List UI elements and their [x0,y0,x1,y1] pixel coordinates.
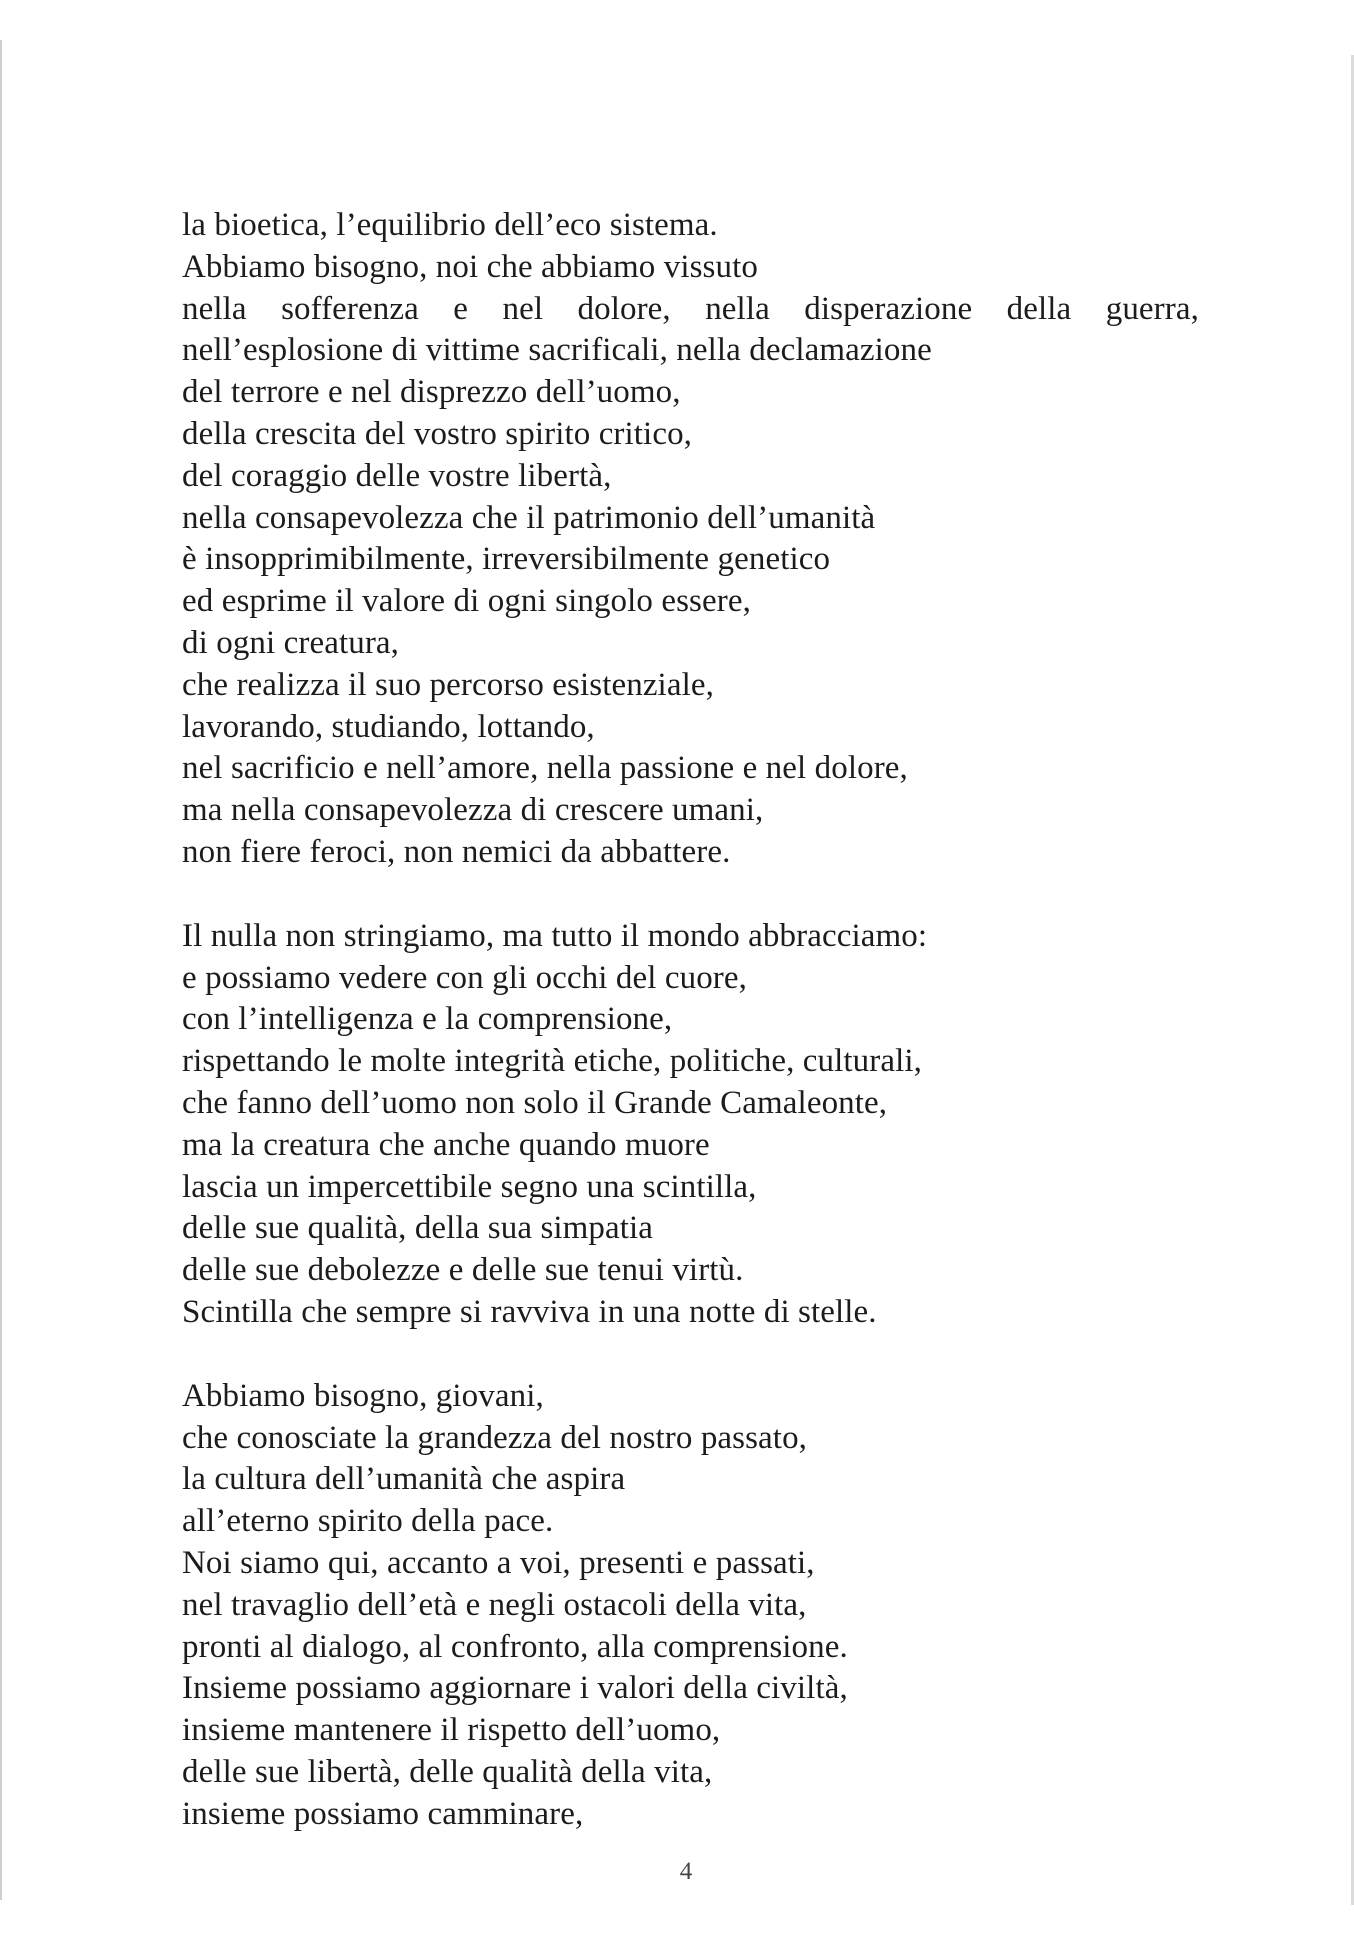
poem-line: di ogni creatura, [182,624,400,661]
poem-line: ma nella consapevolezza di crescere umani, [182,792,764,829]
poem-line: del coraggio delle vostre libertà, [182,457,612,494]
poem-line: Il nulla non stringiamo, ma tutto il mondo abbracciamo: [182,917,928,954]
poem-word: nella [705,290,770,327]
poem-line: che realizza il suo percorso esistenziale, [182,666,714,703]
poem-word: sofferenza [281,290,419,327]
poem-line: non fiere feroci, non nemici da abbattere. [182,833,731,870]
poem-line: delle sue qualità, della sua simpatia [182,1210,654,1247]
poem-line: Abbiamo bisogno, noi che abbiamo vissuto [182,248,758,285]
poem-word: nel [502,290,544,327]
poem-line: delle sue libertà, delle qualità della vita, [182,1753,713,1790]
poem-line: che fanno dell’uomo non solo il Grande Camaleonte, [182,1084,888,1121]
poem-line: e possiamo vedere con gli occhi del cuore, [182,959,747,996]
stanza-3 [182,1376,1202,1836]
poem-line: è insopprimibilmente, irreversibilmente genetico [182,541,831,578]
poem-line: ed esprime il valore di ogni singolo essere, [182,583,751,620]
poem-line: all’eterno spirito della pace. [182,1503,554,1540]
poem-line: nella consapevolezza che il patrimonio dell’umanità [182,499,876,536]
poem-line: nel sacrificio e nell’amore, nella passione e nel dolore, [182,750,908,787]
poem-line: nel travaglio dell’età e negli ostacoli della vita, [182,1586,807,1623]
poem-text [182,205,1202,1835]
scan-edge-left [0,40,2,1900]
page-number: 4 [679,1858,693,1885]
poem-line: Abbiamo bisogno, giovani, [182,1377,544,1414]
poem-line: della crescita del vostro spirito critico, [182,415,693,452]
poem-line: lavorando, studiando, lottando, [182,708,595,745]
poem-word: dolore, [577,290,671,327]
poem-line: del terrore e nel disprezzo dell’uomo, [182,374,681,411]
poem-line: Insieme possiamo aggiornare i valori della civiltà, [182,1670,848,1707]
poem-line: delle sue debolezze e delle sue tenui virtù. [182,1252,744,1289]
poem-line: nell’esplosione di vittime sacrificali, nella declamazione [182,332,932,369]
poem-line: con l’intelligenza e la comprensione, [182,1001,673,1038]
poem-line: Scintilla che sempre si ravviva in una notte di stelle. [182,1293,877,1330]
poem-word: e [453,290,469,327]
poem-line: insieme mantenere il rispetto dell’uomo, [182,1712,721,1749]
poem-line: la cultura dell’umanità che aspira [182,1461,626,1498]
poem-line: lascia un impercettibile segno una scintilla, [182,1168,757,1205]
poem-line-justified [182,289,1199,331]
poem-word: della [1006,290,1072,327]
poem-line: insieme possiamo camminare, [182,1795,584,1832]
poem-word: disperazione [804,290,973,327]
poem-line: ma la creatura che anche quando muore [182,1126,710,1163]
poem-word: guerra, [1105,290,1199,327]
poem-line: che conosciate la grandezza del nostro passato, [182,1419,808,1456]
poem-line: Noi siamo qui, accanto a voi, presenti e passati, [182,1544,815,1581]
poem-line: rispettando le molte integrità etiche, politiche, culturali, [182,1043,923,1080]
stanza-1 [182,205,1202,874]
poem-line: pronti al dialogo, al confronto, alla comprensione. [182,1628,848,1665]
poem-line: la bioetica, l’equilibrio dell’eco sistema. [182,207,718,243]
stanza-2 [182,916,1202,1334]
poem-word: nella [182,290,247,327]
